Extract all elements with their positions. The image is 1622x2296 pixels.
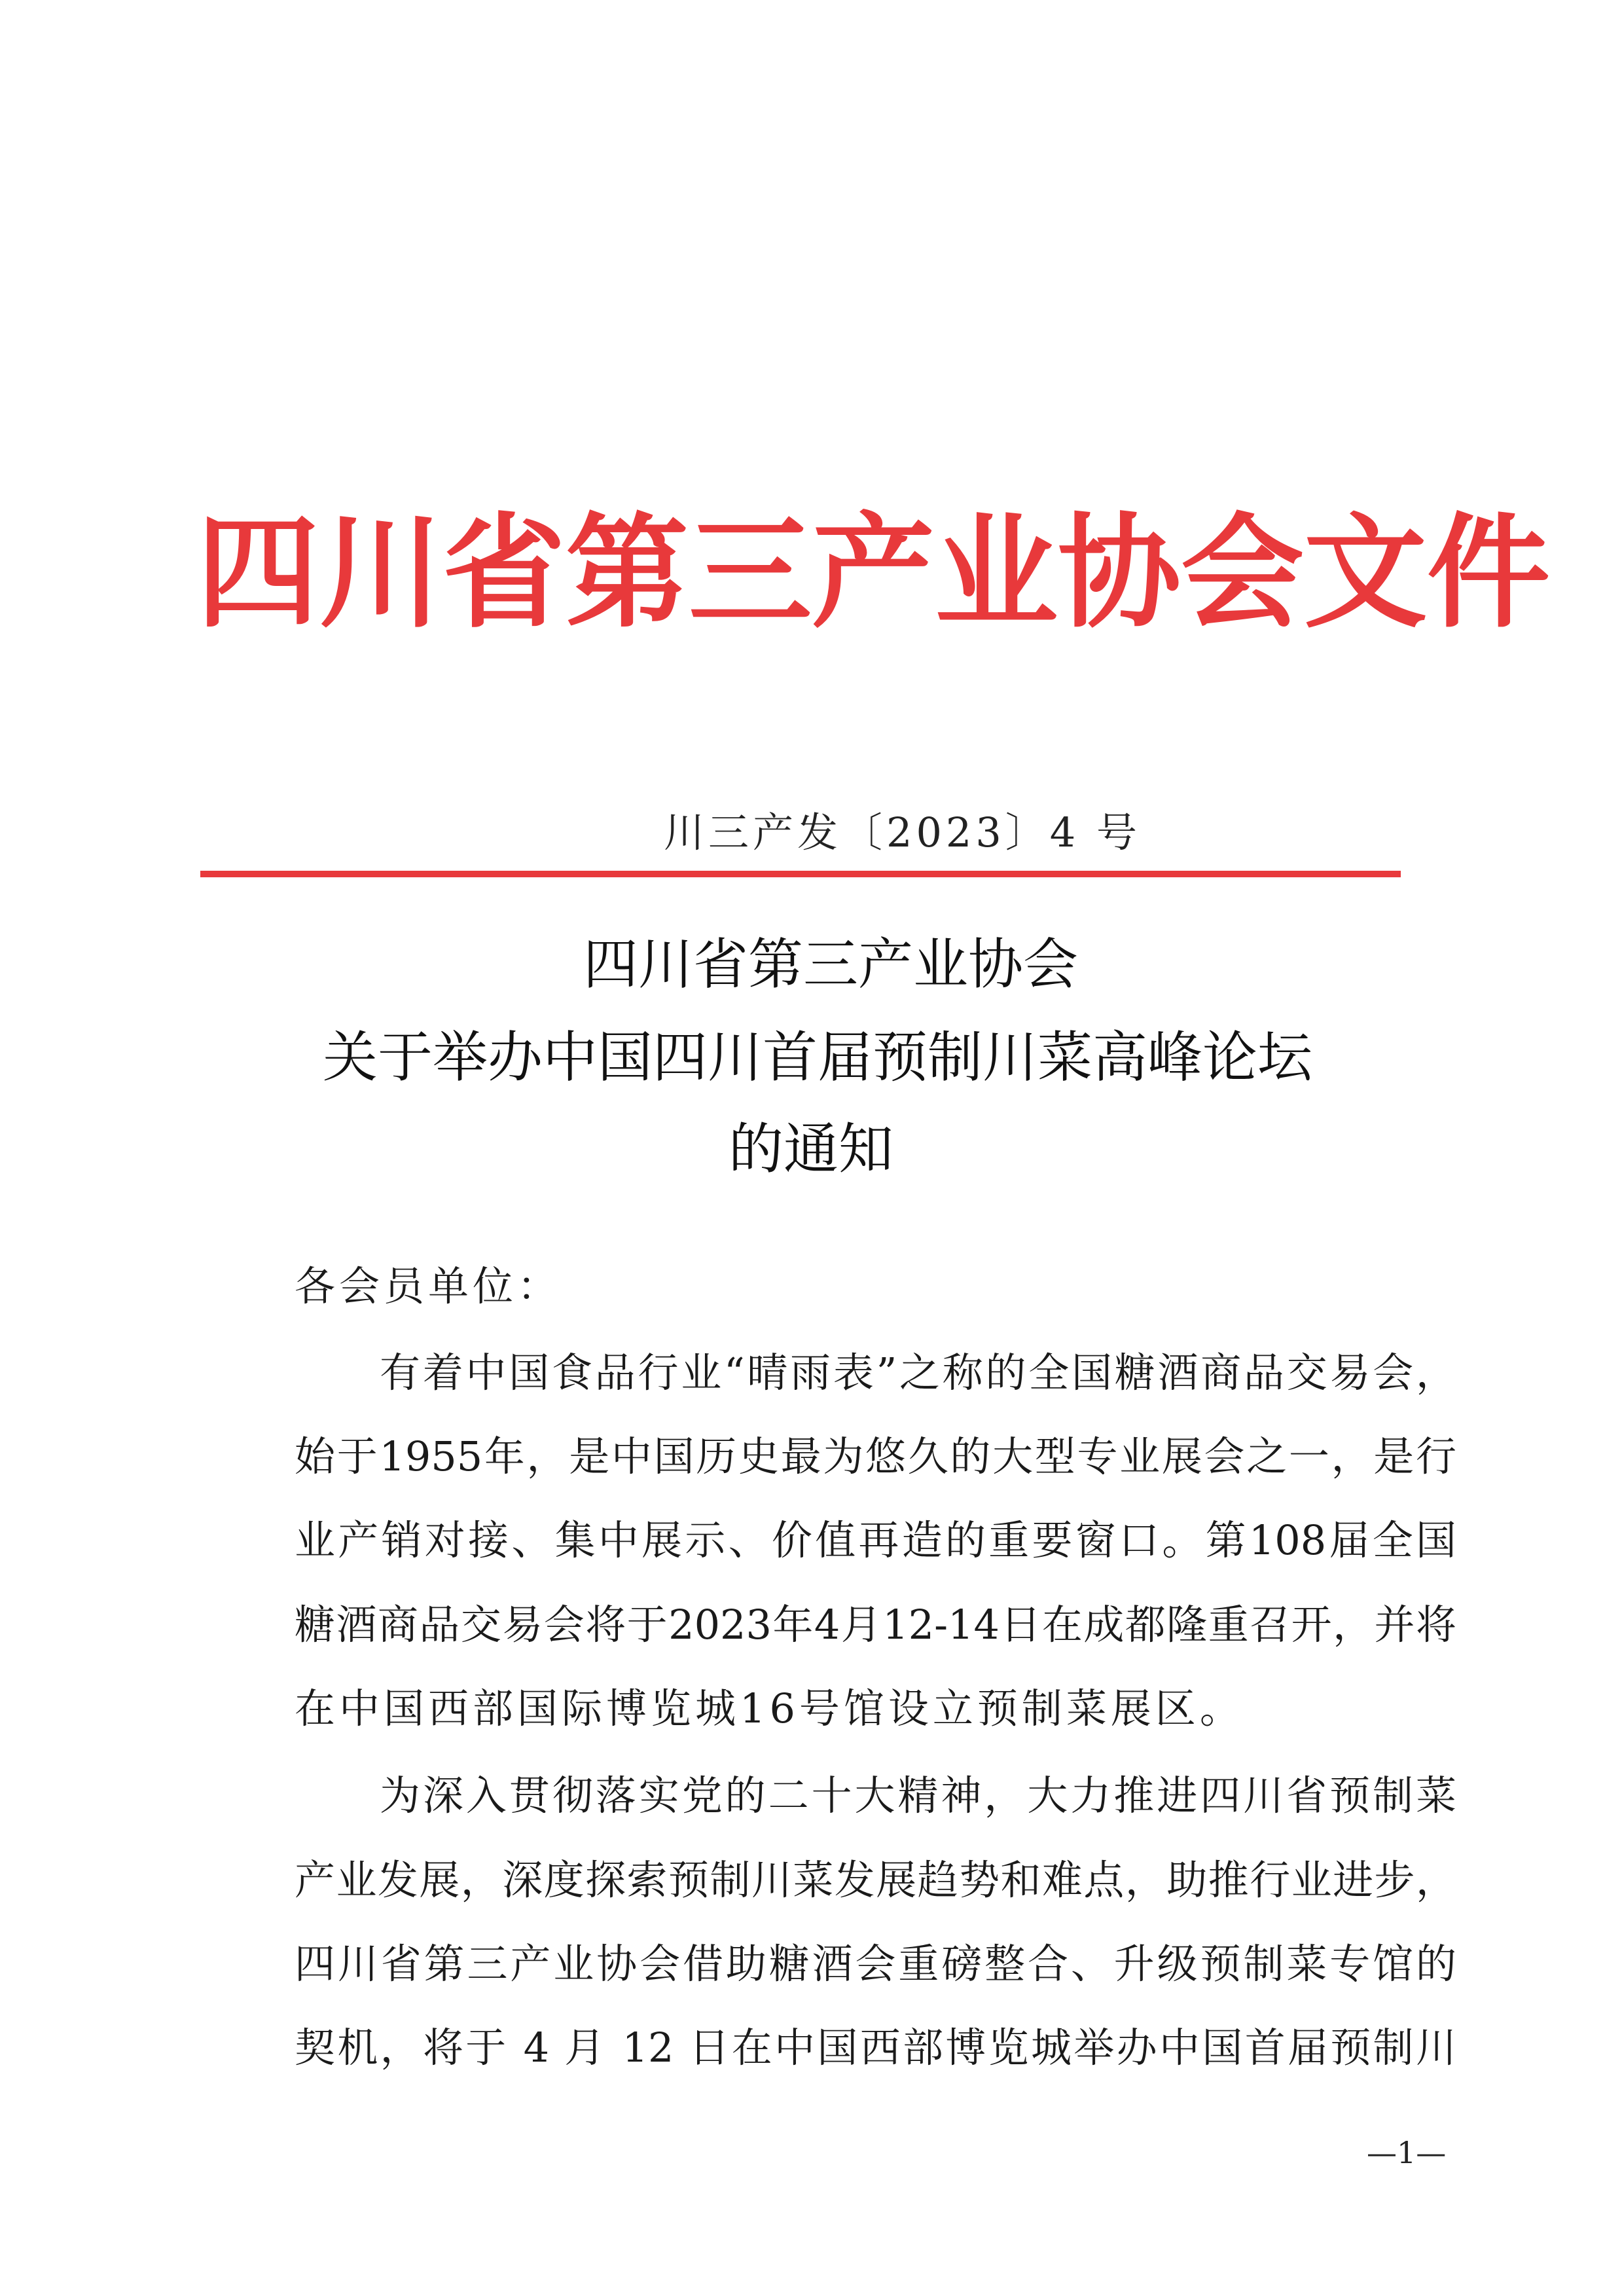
masthead-char: 第 (566, 500, 689, 645)
document-masthead (196, 488, 1550, 658)
masthead-char: 三 (689, 500, 812, 645)
red-divider-line (200, 871, 1401, 877)
document-number: 川三产发〔2023〕4 号 (664, 809, 1141, 856)
paragraph-1-line: 业产销对接、集中展示、价值再造的重要窗口。第108届全国 (295, 1516, 1456, 1564)
paragraph-1-line: 糖酒商品交易会将于2023年4月12-14日在成都隆重召开，并将 (295, 1601, 1456, 1649)
title-line-2: 关于举办中国四川首届预制川菜高峰论坛 (322, 1025, 1312, 1089)
paragraph-2-line: 契机，将于 4 月 12 日在中国西部博览城举办中国首届预制川 (295, 2024, 1456, 2071)
masthead-char: 文 (1304, 500, 1427, 645)
masthead-char: 协 (1058, 500, 1181, 645)
paragraph-1-line: 有着中国食品行业“晴雨表”之称的全国糖酒商品交易会， (380, 1349, 1456, 1396)
masthead-char: 业 (935, 500, 1058, 645)
page-number: —1— (1367, 2135, 1447, 2170)
paragraph-2-line: 为深入贯彻落实党的二十大精神，大力推进四川省预制菜 (380, 1772, 1456, 1819)
paragraph-2-line: 四川省第三产业协会借助糖酒会重磅整合、升级预制菜专馆的 (295, 1940, 1456, 1988)
masthead-char: 川 (319, 500, 442, 645)
paragraph-2-line: 产业发展，深度探索预制川菜发展趋势和难点，助推行业进步， (295, 1856, 1456, 1904)
salutation: 各会员单位： (295, 1262, 562, 1310)
title-line-3: 的通知 (728, 1117, 893, 1181)
paragraph-1-line: 始于1955年，是中国历史最为悠久的大型专业展会之一，是行 (295, 1432, 1456, 1480)
title-line-1: 四川省第三产业协会 (583, 932, 1078, 996)
masthead-char: 会 (1181, 500, 1304, 645)
masthead-char: 省 (442, 500, 566, 645)
masthead-char: 产 (812, 500, 935, 645)
masthead-char: 件 (1427, 500, 1550, 645)
paragraph-1-line: 在中国西部国际博览城16号馆设立预制菜展区。 (295, 1685, 1244, 1732)
masthead-char: 四 (196, 500, 319, 645)
